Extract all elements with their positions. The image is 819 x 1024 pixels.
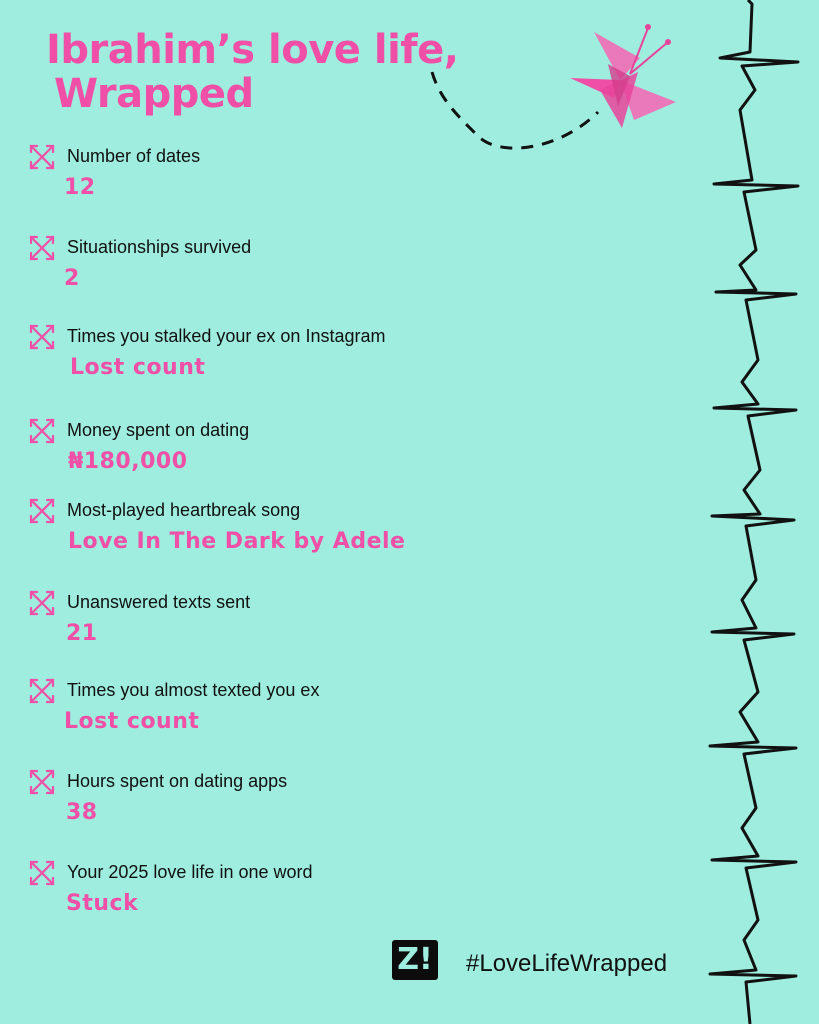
- stat-label: Times you almost texted you ex: [67, 680, 320, 700]
- crossed-arrows-icon: [28, 417, 56, 445]
- heartbeat-line-icon: [700, 0, 810, 1024]
- stat-label: Hours spent on dating apps: [67, 771, 288, 791]
- stat-value: 21: [66, 621, 98, 646]
- brand-logo: Z!: [392, 940, 438, 980]
- stat-label: Unanswered texts sent: [67, 592, 251, 612]
- crossed-arrows-icon: [28, 677, 56, 705]
- stat-value: 2: [64, 266, 80, 291]
- stat-label: Money spent on dating: [67, 420, 250, 440]
- stat-label: Situationships survived: [67, 237, 252, 257]
- stat-label: Most-played heartbreak song: [67, 500, 301, 520]
- stat-value: ₦180,000: [68, 449, 188, 474]
- stat-value: 12: [64, 175, 96, 200]
- butterfly-icon: [560, 20, 690, 140]
- stat-value: Love In The Dark by Adele: [68, 529, 406, 554]
- crossed-arrows-icon: [28, 589, 56, 617]
- crossed-arrows-icon: [28, 323, 56, 351]
- crossed-arrows-icon: [28, 859, 56, 887]
- crossed-arrows-icon: [28, 768, 56, 796]
- title-line-1: Ibrahim’s love life,: [46, 27, 459, 73]
- stat-value: Stuck: [66, 891, 139, 916]
- stat-value: Lost count: [64, 709, 200, 734]
- crossed-arrows-icon: [28, 143, 56, 171]
- page-title: [46, 28, 459, 116]
- crossed-arrows-icon: [28, 234, 56, 262]
- hashtag: #LoveLifeWrapped: [466, 950, 668, 977]
- stat-label: Number of dates: [67, 146, 201, 166]
- stat-label: Your 2025 love life in one word: [67, 862, 313, 882]
- stat-label: Times you stalked your ex on Instagram: [67, 326, 386, 346]
- stat-value: Lost count: [70, 355, 206, 380]
- crossed-arrows-icon: [28, 497, 56, 525]
- title-line-2: Wrapped: [54, 71, 254, 117]
- stat-value: 38: [66, 800, 98, 825]
